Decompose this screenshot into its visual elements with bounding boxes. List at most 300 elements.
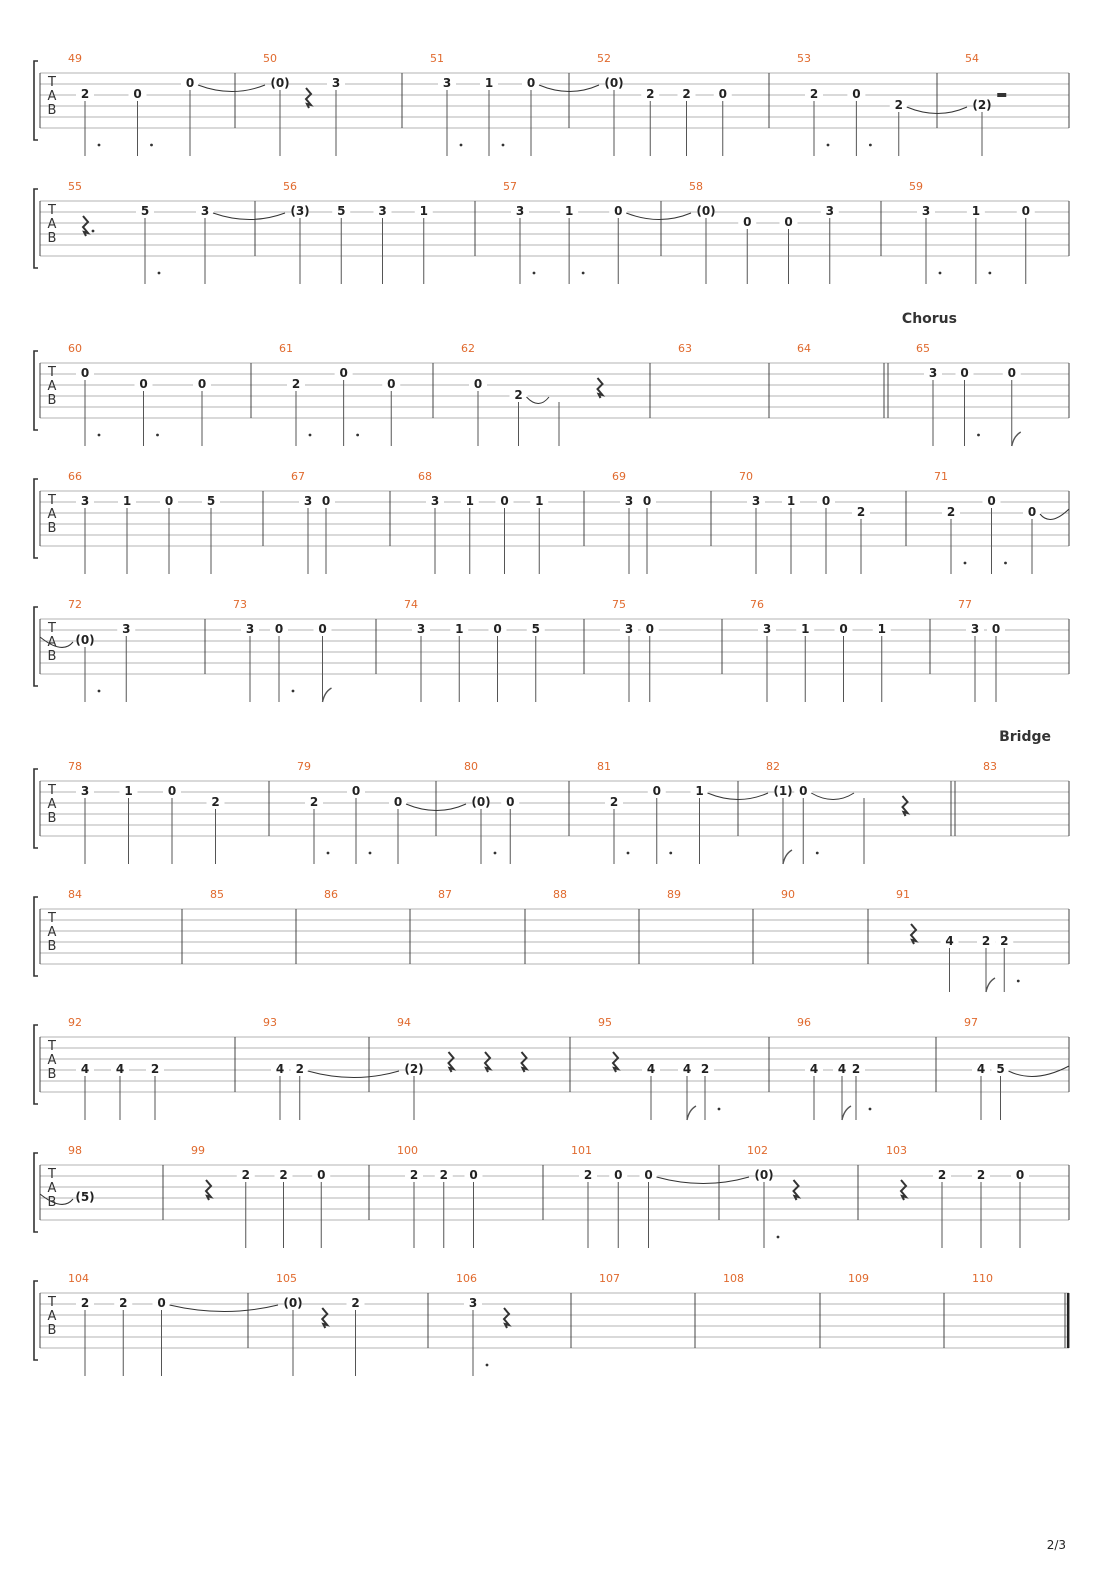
fret-number: 3 xyxy=(515,204,525,218)
fret-number: 0 xyxy=(387,377,396,391)
measure-number: 53 xyxy=(797,52,811,65)
fret-number: 0 xyxy=(1021,204,1030,218)
fret-number: 0 xyxy=(167,784,177,798)
fret-number: 3 xyxy=(624,622,634,636)
flag xyxy=(842,1106,851,1120)
measure-number: 96 xyxy=(797,1016,811,1029)
dot xyxy=(1004,562,1007,565)
dot xyxy=(1017,980,1020,983)
tab-letter: T xyxy=(48,783,56,798)
fret-number: 0 xyxy=(506,795,515,809)
fret-number: 0 xyxy=(1027,505,1037,519)
fret-number: 0 xyxy=(614,1168,623,1182)
tie xyxy=(40,1194,73,1204)
fret-number: (0) xyxy=(283,1296,303,1310)
dot xyxy=(150,144,153,147)
tie xyxy=(626,213,691,220)
fret-number: 0 xyxy=(743,215,752,229)
fret-number: 4 xyxy=(976,1062,986,1076)
fret-number: 1 xyxy=(484,76,494,90)
tab-letter: A xyxy=(47,217,57,232)
fret-number: (5) xyxy=(75,1190,95,1204)
fret-number: 5 xyxy=(531,622,540,636)
fret-number: 0 xyxy=(1015,1168,1025,1182)
fret-number: 1 xyxy=(971,204,981,218)
fret-number: 1 xyxy=(419,204,428,218)
tie xyxy=(308,1071,399,1078)
fret-number: 0 xyxy=(960,366,969,380)
fret-number: 3 xyxy=(331,76,341,90)
fret-number: 2 xyxy=(1000,934,1009,948)
measure-number: 57 xyxy=(503,180,517,193)
tie xyxy=(1040,509,1069,519)
tab-letter: T xyxy=(48,1039,56,1054)
measure-number: 104 xyxy=(68,1272,89,1285)
dot xyxy=(158,272,161,275)
fret-number: 2 xyxy=(700,1062,710,1076)
fret-number: 1 xyxy=(122,494,132,508)
fret-number: (1) xyxy=(773,784,793,798)
measure-number: 81 xyxy=(597,760,611,773)
fret-number: 2 xyxy=(295,1062,304,1076)
quarter-rest xyxy=(794,1180,799,1200)
measure-number: 75 xyxy=(612,598,626,611)
system-bracket xyxy=(34,189,38,268)
dot xyxy=(964,562,967,565)
measure-number: 76 xyxy=(750,598,764,611)
measure-number: 55 xyxy=(68,180,82,193)
fret-number: 5 xyxy=(140,204,150,218)
fret-number: 1 xyxy=(124,784,133,798)
fret-number: 2 xyxy=(583,1168,593,1182)
fret-number: 2 xyxy=(856,505,866,519)
fret-number: 4 xyxy=(809,1062,819,1076)
fret-number: 2 xyxy=(894,98,903,112)
tab-letter: B xyxy=(47,811,57,826)
fret-number: 3 xyxy=(970,622,980,636)
measure-number: 69 xyxy=(612,470,626,483)
measure-number: 89 xyxy=(667,888,681,901)
fret-number: 0 xyxy=(317,1168,326,1182)
dot xyxy=(494,852,497,855)
measure-number: 71 xyxy=(934,470,948,483)
tie xyxy=(170,1305,279,1312)
fret-number: (0) xyxy=(604,76,624,90)
fret-number: 4 xyxy=(80,1062,90,1076)
measure-number: 109 xyxy=(848,1272,869,1285)
quarter-rest xyxy=(901,1180,906,1200)
measure-number: 56 xyxy=(283,180,297,193)
system-bracket xyxy=(34,351,38,430)
measure-number: 93 xyxy=(263,1016,277,1029)
measure-number: 90 xyxy=(781,888,795,901)
fret-number: 4 xyxy=(115,1062,125,1076)
fret-number: 3 xyxy=(825,204,834,218)
measure-number: 86 xyxy=(324,888,338,901)
measure-number: 85 xyxy=(210,888,224,901)
fret-number: 3 xyxy=(80,494,90,508)
measure-number: 64 xyxy=(797,342,811,355)
tab-letter: A xyxy=(47,89,57,104)
system-bracket xyxy=(34,1153,38,1232)
measure-number: 94 xyxy=(397,1016,411,1029)
fret-number: 0 xyxy=(614,204,623,218)
measure-number: 74 xyxy=(404,598,418,611)
fret-number: 5 xyxy=(206,494,216,508)
fret-number: 4 xyxy=(275,1062,285,1076)
fret-number: 2 xyxy=(279,1168,288,1182)
fret-number: 3 xyxy=(122,622,131,636)
dot xyxy=(309,434,312,437)
fret-number: 0 xyxy=(493,622,502,636)
quarter-rest xyxy=(522,1052,527,1072)
tab-letter: B xyxy=(47,521,57,536)
measure-number: 77 xyxy=(958,598,972,611)
measure-number: 68 xyxy=(418,470,432,483)
tie xyxy=(811,793,854,800)
measure-number: 65 xyxy=(916,342,930,355)
fret-number: (0) xyxy=(270,76,290,90)
fret-number: 0 xyxy=(645,622,654,636)
tab-letter: T xyxy=(48,203,56,218)
system-bracket xyxy=(34,61,38,140)
measure-number: 51 xyxy=(430,52,444,65)
fret-number: 1 xyxy=(455,622,464,636)
fret-number: (0) xyxy=(471,795,491,809)
fret-number: 3 xyxy=(751,494,761,508)
fret-number: 1 xyxy=(877,622,886,636)
measure-number: 61 xyxy=(279,342,293,355)
tab-letter: B xyxy=(47,1195,57,1210)
measure-number: 91 xyxy=(896,888,910,901)
fret-number: 0 xyxy=(157,1296,166,1310)
fret-number: 0 xyxy=(274,622,284,636)
fret-number: 0 xyxy=(197,377,207,391)
fret-number: 3 xyxy=(921,204,931,218)
fret-number: 2 xyxy=(981,934,991,948)
system-bracket xyxy=(34,897,38,976)
fret-number: 2 xyxy=(80,1296,90,1310)
fret-number: (2) xyxy=(404,1062,424,1076)
system-bracket xyxy=(34,479,38,558)
dot xyxy=(369,852,372,855)
measure-number: 60 xyxy=(68,342,82,355)
fret-number: 1 xyxy=(801,622,810,636)
tab-letter: A xyxy=(47,925,57,940)
fret-number: 0 xyxy=(164,494,174,508)
fret-number: (0) xyxy=(696,204,716,218)
measure-number: 102 xyxy=(747,1144,768,1157)
half-rest xyxy=(997,93,1006,97)
quarter-rest xyxy=(504,1308,509,1328)
measure-number: 101 xyxy=(571,1144,592,1157)
measure-number: 98 xyxy=(68,1144,82,1157)
measure-number: 103 xyxy=(886,1144,907,1157)
tab-letter: T xyxy=(48,911,56,926)
system-bracket xyxy=(34,769,38,848)
fret-number: 2 xyxy=(241,1168,250,1182)
fret-number: (0) xyxy=(75,633,95,647)
tie xyxy=(657,1177,750,1184)
measure-number: 66 xyxy=(68,470,82,483)
fret-number: 0 xyxy=(799,784,808,798)
fret-number: 4 xyxy=(945,934,954,948)
tab-letter: A xyxy=(47,1053,57,1068)
fret-number: 2 xyxy=(291,377,301,391)
measure-number: 108 xyxy=(723,1272,744,1285)
measure-number: 83 xyxy=(983,760,997,773)
fret-number: 0 xyxy=(852,87,861,101)
tab-letter: B xyxy=(47,939,57,954)
measure-number: 88 xyxy=(553,888,567,901)
fret-number: 2 xyxy=(976,1168,986,1182)
fret-number: (2) xyxy=(972,98,992,112)
fret-number: 0 xyxy=(500,494,509,508)
dot xyxy=(460,144,463,147)
dot xyxy=(292,690,295,693)
fret-number: 3 xyxy=(442,76,452,90)
measure-number: 59 xyxy=(909,180,923,193)
fret-number: 0 xyxy=(718,87,727,101)
dot xyxy=(939,272,942,275)
fret-number: 0 xyxy=(991,622,1001,636)
tab-letter: A xyxy=(47,635,57,650)
tab-letter: B xyxy=(47,393,57,408)
tie xyxy=(213,213,285,220)
measure-number: 58 xyxy=(689,180,703,193)
dot xyxy=(777,1236,780,1239)
dot xyxy=(98,144,101,147)
tab-letter: A xyxy=(47,1181,57,1196)
dot xyxy=(92,230,95,233)
measure-number: 79 xyxy=(297,760,311,773)
tab-letter: T xyxy=(48,365,56,380)
flag xyxy=(783,850,792,864)
fret-number: 1 xyxy=(695,784,704,798)
dot xyxy=(327,852,330,855)
fret-number: 0 xyxy=(821,494,831,508)
measure-number: 92 xyxy=(68,1016,82,1029)
measure-number: 105 xyxy=(276,1272,297,1285)
fret-number: 0 xyxy=(642,494,652,508)
tab-letter: A xyxy=(47,797,57,812)
measure-number: 70 xyxy=(739,470,753,483)
fret-number: 0 xyxy=(784,215,793,229)
measure-number: 72 xyxy=(68,598,82,611)
measure-number: 110 xyxy=(972,1272,993,1285)
measure-number: 73 xyxy=(233,598,247,611)
fret-number: 1 xyxy=(786,494,796,508)
tie xyxy=(1009,1066,1070,1076)
dot xyxy=(98,690,101,693)
fret-number: 3 xyxy=(303,494,313,508)
tab-letter: B xyxy=(47,231,57,246)
fret-number: 2 xyxy=(609,795,619,809)
measure-number: 63 xyxy=(678,342,692,355)
fret-number: 3 xyxy=(378,204,387,218)
measure-number: 50 xyxy=(263,52,277,65)
fret-number: 1 xyxy=(465,494,474,508)
fret-number: 2 xyxy=(439,1168,448,1182)
measure-number: 97 xyxy=(964,1016,978,1029)
fret-number: 2 xyxy=(309,795,319,809)
fret-number: 0 xyxy=(393,795,403,809)
fret-number: 0 xyxy=(139,377,148,391)
fret-number: 0 xyxy=(987,494,996,508)
tie xyxy=(198,85,265,92)
dot xyxy=(977,434,980,437)
tab-letter: B xyxy=(47,649,57,664)
dot xyxy=(816,852,819,855)
measure-number: 106 xyxy=(456,1272,477,1285)
tab-letter: A xyxy=(47,1309,57,1324)
fret-number: 4 xyxy=(646,1062,656,1076)
system-bracket xyxy=(34,1281,38,1360)
measure-number: 78 xyxy=(68,760,82,773)
dot xyxy=(869,1108,872,1111)
tab-letter: T xyxy=(48,1167,56,1182)
measure-number: 80 xyxy=(464,760,478,773)
fret-number: 0 xyxy=(80,366,90,380)
dot xyxy=(627,852,630,855)
flag xyxy=(687,1106,696,1120)
fret-number: 4 xyxy=(837,1062,847,1076)
tab-letter: B xyxy=(47,1323,57,1338)
measure-number: 54 xyxy=(965,52,979,65)
fret-number: 2 xyxy=(646,87,655,101)
tab-letter: A xyxy=(47,379,57,394)
measure-number: 95 xyxy=(598,1016,612,1029)
quarter-rest xyxy=(322,1308,327,1328)
fret-number: 3 xyxy=(430,494,440,508)
dot xyxy=(718,1108,721,1111)
dot xyxy=(156,434,159,437)
fret-number: 2 xyxy=(150,1062,160,1076)
quarter-rest xyxy=(598,378,603,398)
quarter-rest xyxy=(83,216,88,236)
fret-number: 0 xyxy=(133,87,142,101)
quarter-rest xyxy=(306,88,311,108)
fret-number: 0 xyxy=(318,622,327,636)
fret-number: 5 xyxy=(337,204,346,218)
system-bracket xyxy=(34,607,38,686)
fret-number: 1 xyxy=(535,494,544,508)
tab-letter: T xyxy=(48,1295,56,1310)
fret-number: 1 xyxy=(564,204,574,218)
flag xyxy=(1012,432,1021,446)
fret-number: 0 xyxy=(644,1168,653,1182)
quarter-rest xyxy=(206,1180,211,1200)
page-number: 2/3 xyxy=(1046,1538,1066,1552)
fret-number: 3 xyxy=(468,1296,478,1310)
fret-number: 0 xyxy=(185,76,195,90)
tie xyxy=(40,637,73,647)
quarter-rest xyxy=(613,1052,618,1072)
fret-number: 0 xyxy=(351,784,361,798)
tab-letter: T xyxy=(48,75,56,90)
tab-letter: T xyxy=(48,621,56,636)
section-label: Bridge xyxy=(999,729,1051,745)
fret-number: 2 xyxy=(351,1296,360,1310)
dot xyxy=(988,272,991,275)
measure-number: 67 xyxy=(291,470,305,483)
fret-number: 0 xyxy=(339,366,348,380)
fret-number: 0 xyxy=(321,494,331,508)
tab-letter: A xyxy=(47,507,57,522)
dot xyxy=(827,144,830,147)
fret-number: 0 xyxy=(473,377,483,391)
fret-number: 2 xyxy=(937,1168,947,1182)
fret-number: 3 xyxy=(928,366,938,380)
fret-number: 0 xyxy=(652,784,661,798)
measure-number: 100 xyxy=(397,1144,418,1157)
measure-number: 107 xyxy=(599,1272,620,1285)
fret-number: 3 xyxy=(80,784,90,798)
measure-number: 62 xyxy=(461,342,475,355)
measure-number: 84 xyxy=(68,888,82,901)
fret-number: 3 xyxy=(762,622,772,636)
quarter-rest xyxy=(911,924,916,944)
fret-number: 0 xyxy=(526,76,536,90)
fret-number: 2 xyxy=(809,87,819,101)
fret-number: 0 xyxy=(1007,366,1016,380)
fret-number: 3 xyxy=(245,622,255,636)
quarter-rest xyxy=(449,1052,454,1072)
measure-number: 87 xyxy=(438,888,452,901)
fret-number: (3) xyxy=(290,204,310,218)
fret-number: 5 xyxy=(996,1062,1005,1076)
fret-number: 2 xyxy=(80,87,90,101)
fret-number: 2 xyxy=(946,505,956,519)
fret-number: 4 xyxy=(682,1062,692,1076)
dot xyxy=(533,272,536,275)
section-label: Chorus xyxy=(901,311,957,327)
fret-number: 2 xyxy=(409,1168,419,1182)
fret-number: 2 xyxy=(514,388,523,402)
dot xyxy=(869,144,872,147)
dot xyxy=(356,434,359,437)
fret-number: (0) xyxy=(754,1168,774,1182)
quarter-rest xyxy=(485,1052,490,1072)
flag xyxy=(986,978,995,992)
dot xyxy=(582,272,585,275)
measure-number: 52 xyxy=(597,52,611,65)
quarter-rest xyxy=(903,796,908,816)
fret-number: 2 xyxy=(211,795,220,809)
measure-number: 82 xyxy=(766,760,780,773)
fret-number: 0 xyxy=(469,1168,478,1182)
fret-number: 3 xyxy=(624,494,634,508)
fret-number: 3 xyxy=(416,622,426,636)
system-bracket xyxy=(34,1025,38,1104)
dot xyxy=(502,144,505,147)
dot xyxy=(486,1364,489,1367)
dot xyxy=(98,434,101,437)
fret-number: 2 xyxy=(119,1296,128,1310)
fret-number: 0 xyxy=(839,622,848,636)
tab-letter: T xyxy=(48,493,56,508)
dot xyxy=(669,852,672,855)
flag xyxy=(323,688,332,702)
measure-number: 99 xyxy=(191,1144,205,1157)
tie xyxy=(527,397,550,404)
fret-number: 2 xyxy=(682,87,691,101)
measure-number: 49 xyxy=(68,52,82,65)
tab-letter: B xyxy=(47,1067,57,1082)
fret-number: 2 xyxy=(851,1062,861,1076)
tab-letter: B xyxy=(47,103,57,118)
fret-number: 3 xyxy=(200,204,210,218)
